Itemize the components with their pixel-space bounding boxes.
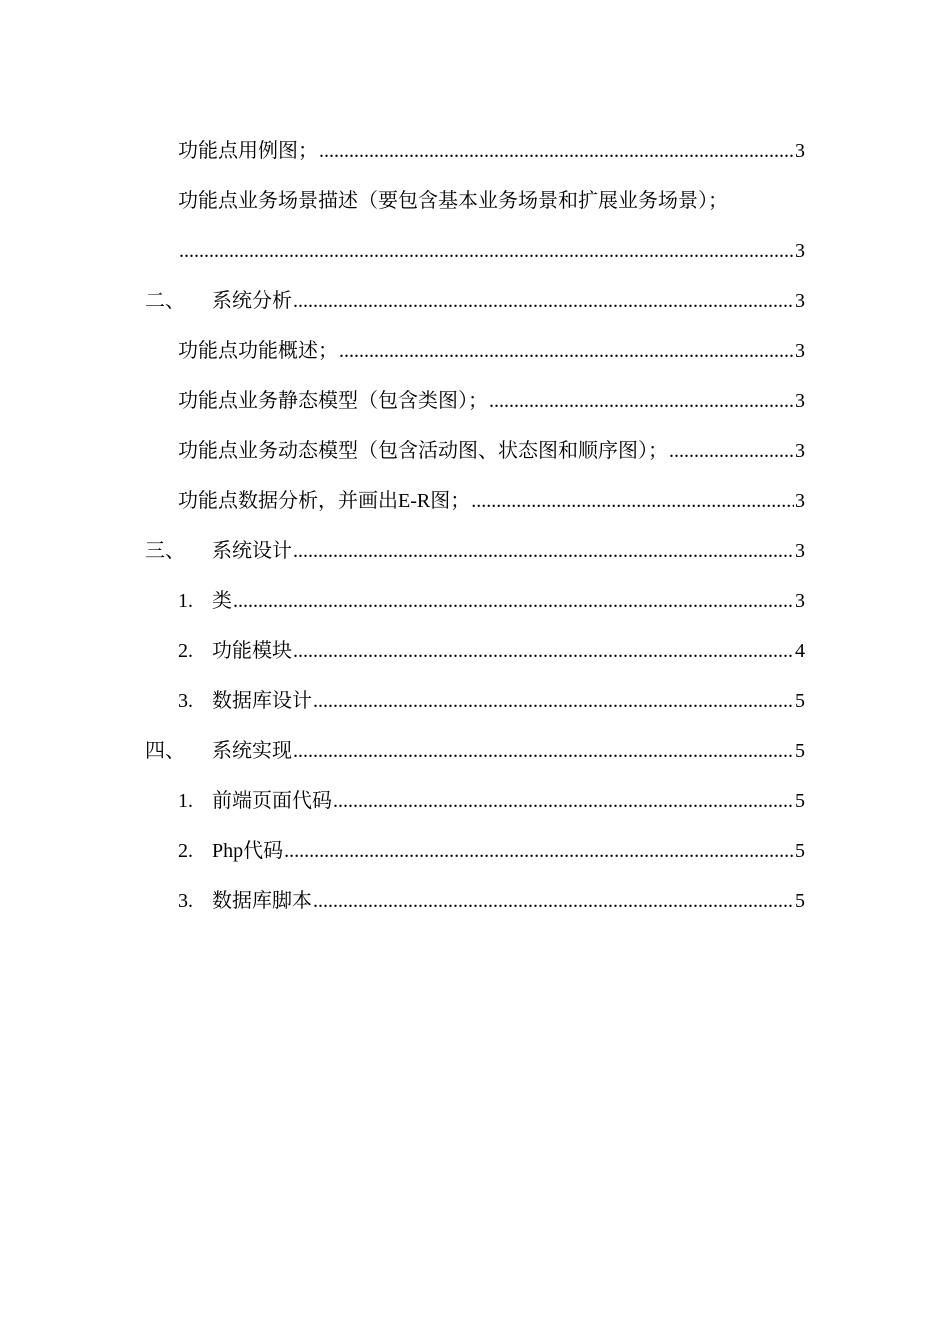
toc-leader-dots xyxy=(293,526,794,576)
toc-item-number: 1. xyxy=(178,790,193,812)
toc-row xyxy=(0,676,950,726)
toc-entry-title: 系统分析 xyxy=(212,290,292,312)
toc-entry-static-model[interactable] xyxy=(178,376,805,426)
toc-page-number: 3 xyxy=(795,290,805,312)
toc-item-number: 2. xyxy=(178,840,193,862)
toc-row xyxy=(0,826,950,876)
toc-entry-system-analysis[interactable] xyxy=(145,276,805,326)
toc-page-number: 3 xyxy=(795,490,805,512)
toc-row xyxy=(0,326,950,376)
toc-entry-title: 数据库脚本 xyxy=(212,890,312,912)
toc-page-number: 3 xyxy=(795,240,805,262)
toc-leader-dots xyxy=(284,826,794,876)
toc-entry-function-overview[interactable] xyxy=(178,326,805,376)
toc-entry-title: 前端页面代码 xyxy=(212,790,332,812)
toc-row xyxy=(0,776,950,826)
toc-leader-dots xyxy=(339,326,794,376)
toc-section-marker: 四、 xyxy=(145,740,185,762)
toc-entry-database-script[interactable] xyxy=(178,876,805,926)
toc-page-number: 5 xyxy=(795,890,805,912)
toc-entry-php-code[interactable] xyxy=(178,826,805,876)
toc-entry-function-modules[interactable] xyxy=(178,626,805,676)
table-of-contents xyxy=(0,126,950,926)
toc-page-number: 5 xyxy=(795,790,805,812)
toc-row xyxy=(0,876,950,926)
toc-item-number: 1. xyxy=(178,590,193,612)
toc-leader-dots xyxy=(313,876,794,926)
toc-section-marker: 二、 xyxy=(145,290,185,312)
toc-entry-scenario-description-continued[interactable] xyxy=(178,226,805,276)
toc-item-number: 3. xyxy=(178,890,193,912)
toc-entry-title: 功能点功能概述； xyxy=(178,326,339,376)
toc-entry-title: 功能模块 xyxy=(212,640,292,662)
toc-row xyxy=(0,626,950,676)
toc-entry-system-implementation[interactable] xyxy=(145,726,805,776)
toc-page-number: 5 xyxy=(795,740,805,762)
toc-leader-dots xyxy=(293,726,794,776)
toc-page-number: 3 xyxy=(795,340,805,362)
toc-leader-dots xyxy=(669,426,794,476)
toc-page-number: 3 xyxy=(795,140,805,162)
toc-entry-title: 功能点业务场景描述（要包含基本业务场景和扩展业务场景）； xyxy=(178,190,728,212)
toc-row xyxy=(0,476,950,526)
toc-row xyxy=(0,526,950,576)
toc-item-number: 2. xyxy=(178,640,193,662)
toc-entry-frontend-code[interactable] xyxy=(178,776,805,826)
toc-row xyxy=(0,126,950,176)
toc-entry-dynamic-model[interactable] xyxy=(178,426,805,476)
toc-row xyxy=(0,376,950,426)
toc-leader-dots xyxy=(313,676,794,726)
toc-page-number: 3 xyxy=(795,440,805,462)
toc-entry-data-analysis[interactable] xyxy=(178,476,805,526)
toc-leader-dots xyxy=(471,476,794,526)
toc-row xyxy=(0,576,950,626)
toc-row xyxy=(0,176,950,226)
toc-entry-title: 类 xyxy=(212,590,232,612)
toc-page-number: 4 xyxy=(795,640,805,662)
toc-row xyxy=(0,726,950,776)
toc-leader-dots xyxy=(489,376,794,426)
toc-page-number: 3 xyxy=(795,590,805,612)
toc-row xyxy=(0,276,950,326)
toc-entry-title: Php代码 xyxy=(212,840,284,862)
toc-entry-title: 数据库设计 xyxy=(212,690,312,712)
toc-entry-scenario-description[interactable] xyxy=(178,176,805,226)
toc-page-number: 3 xyxy=(795,540,805,562)
toc-leader-dots xyxy=(319,126,794,176)
toc-entry-use-case-diagram[interactable] xyxy=(178,126,805,176)
toc-entry-title: 功能点用例图； xyxy=(178,126,319,176)
toc-entry-classes[interactable] xyxy=(178,576,805,626)
toc-entry-title: 功能点数据分析，并画出E-R图； xyxy=(178,476,471,526)
toc-entry-title: 系统实现 xyxy=(212,740,292,762)
toc-row xyxy=(0,226,950,276)
toc-entry-system-design[interactable] xyxy=(145,526,805,576)
toc-leader-dots xyxy=(293,626,794,676)
toc-row xyxy=(0,426,950,476)
toc-entry-database-design[interactable] xyxy=(178,676,805,726)
toc-entry-title: 系统设计 xyxy=(212,540,292,562)
toc-leader-dots xyxy=(293,276,794,326)
toc-entry-title: 功能点业务动态模型（包含活动图、状态图和顺序图）； xyxy=(178,426,669,476)
toc-page-number: 5 xyxy=(795,840,805,862)
toc-leader-dots xyxy=(179,226,794,276)
toc-page-number: 5 xyxy=(795,690,805,712)
toc-entry-title: 功能点业务静态模型（包含类图）； xyxy=(178,376,489,426)
toc-leader-dots xyxy=(233,576,794,626)
toc-section-marker: 三、 xyxy=(145,540,185,562)
toc-page-number: 3 xyxy=(795,390,805,412)
toc-item-number: 3. xyxy=(178,690,193,712)
toc-leader-dots xyxy=(333,776,794,826)
